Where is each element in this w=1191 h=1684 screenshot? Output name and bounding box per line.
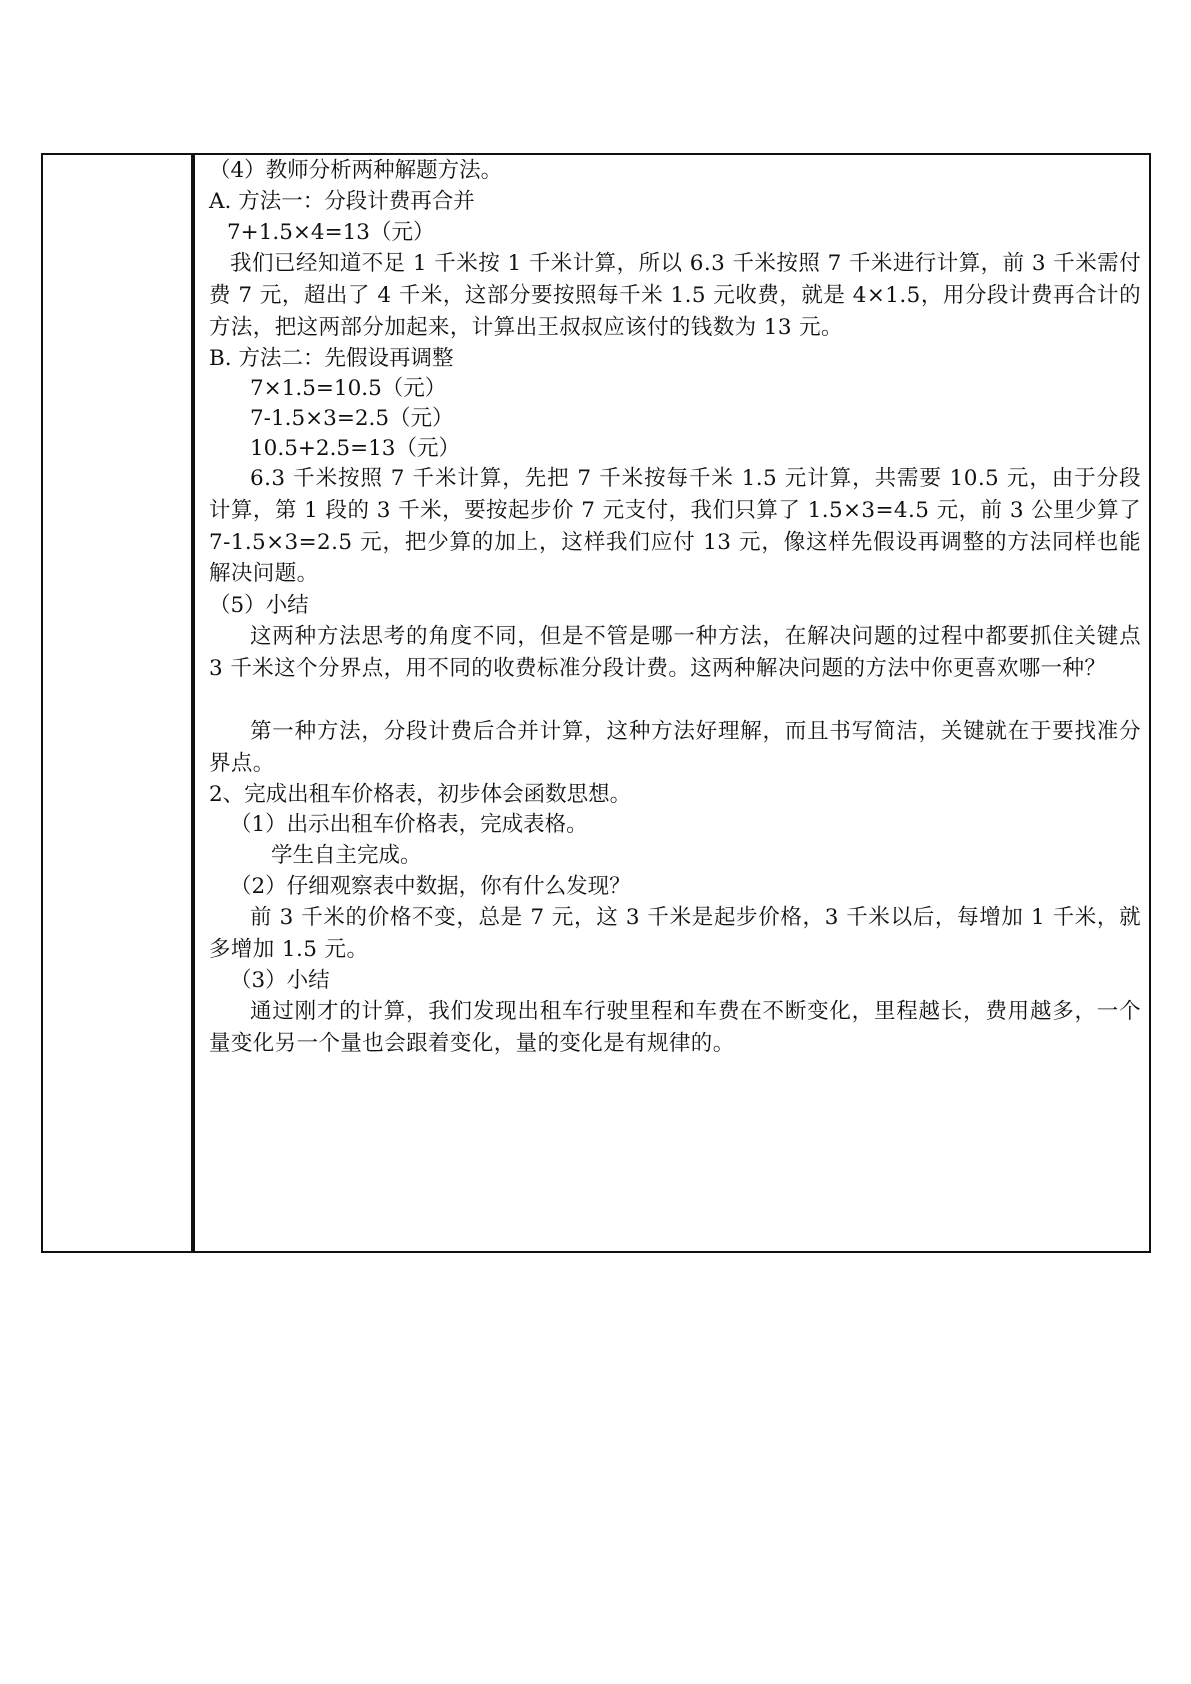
lesson-plan-table — [41, 153, 1151, 1253]
method-b-explanation: 6.3 千米按照 7 千米计算，先把 7 千米按每千米 1.5 元计算，共需要 10.5 元，由于分段计算，第 1 段的 3 千米，要按起步价 7 元支付，我们只算了 1.5×3=4.5 元，前 3 公里少算了 7-1.5×3=2.5 元，把少算的加上，这样我们应付 13 元，像这样先假设再调整的方法同样也能解决问题。 — [209, 466, 1141, 587]
part-2-step-1-note: 学生自主完成。 — [271, 843, 422, 868]
table-content-cell — [193, 155, 1148, 1251]
table-left-column — [43, 155, 193, 1251]
section-5-heading: （5）小结 — [209, 593, 309, 618]
part-2-step-1: （1）出示出租车价格表，完成表格。 — [230, 812, 588, 837]
part-2-step-3: （3）小结 — [230, 968, 330, 993]
method-a-explanation: 我们已经知道不足 1 千米按 1 千米计算，所以 6.3 千米按照 7 千米进行计算，前 3 千米需付费 7 元，超出了 4 千米，这部分要按照每千米 1.5 元收费，就是 4×1.5，用分段计费再合计的方法，把这两部分加起来，计算出王叔叔应该付的钱数为 13 元。 — [209, 251, 1141, 340]
summary-paragraph-2: 第一种方法，分段计费后合并计算，这种方法好理解，而且书写简洁，关键就在于要找准分界点。 — [209, 719, 1141, 776]
method-b-formula-2: 7-1.5×3=2.5（元） — [250, 406, 454, 431]
summary-paragraph-1: 这两种方法思考的角度不同，但是不管是哪一种方法，在解决问题的过程中都要抓住关键点 3 千米这个分界点，用不同的收费标准分段计费。这两种解决问题的方法中你更喜欢哪一种？ — [209, 624, 1141, 681]
method-a-formula: 7+1.5×4=13（元） — [227, 220, 435, 245]
method-a-heading: A. 方法一：分段计费再合并 — [209, 189, 475, 214]
part-2-step-2: （2）仔细观察表中数据，你有什么发现？ — [230, 874, 631, 899]
part-2-step-3-answer: 通过刚才的计算，我们发现出租车行驶里程和车费在不断变化，里程越长，费用越多，一个量变化另一个量也会跟着变化，量的变化是有规律的。 — [209, 999, 1141, 1056]
part-2-heading: 2、完成出租车价格表，初步体会函数思想。 — [209, 782, 632, 807]
method-b-formula-1: 7×1.5=10.5（元） — [250, 376, 447, 401]
part-2-step-2-answer: 前 3 千米的价格不变，总是 7 元，这 3 千米是起步价格，3 千米以后，每增加 1 千米，就多增加 1.5 元。 — [209, 905, 1141, 962]
method-b-formula-3: 10.5+2.5=13（元） — [250, 436, 460, 461]
section-4-heading: （4）教师分析两种解题方法。 — [209, 158, 503, 183]
method-b-heading: B. 方法二：先假设再调整 — [209, 346, 454, 371]
